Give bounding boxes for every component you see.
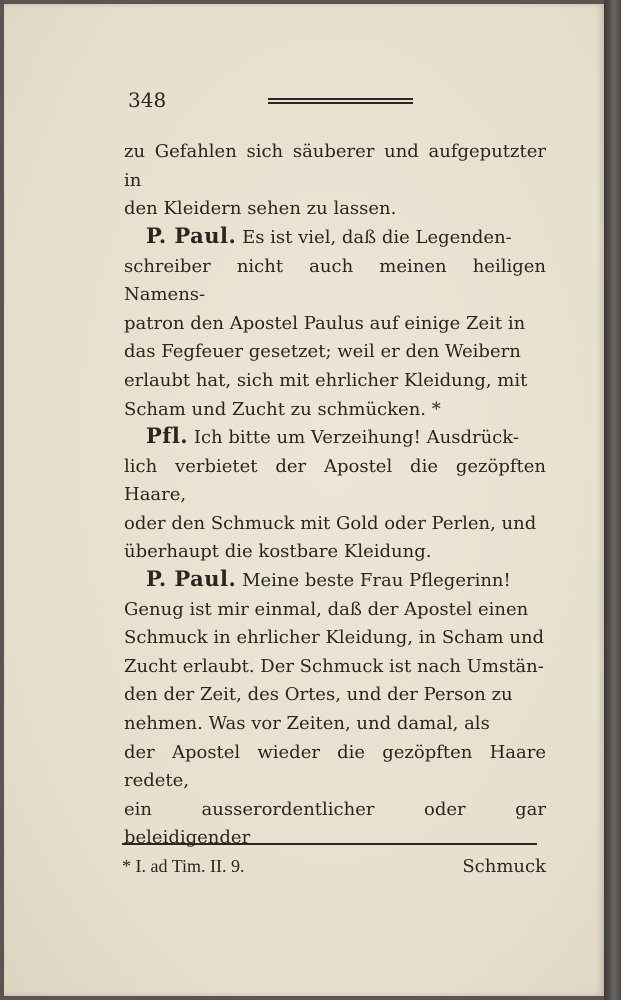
paragraph-3	[124, 422, 546, 567]
text-line: Schmuck in ehrlicher Kleidung, in Scham und	[124, 627, 545, 649]
paragraph-4	[124, 565, 546, 882]
text-line: oder den Schmuck mit Gold oder Perlen, und	[124, 512, 537, 534]
text-line: Scham und Zucht zu schmücken. *	[124, 398, 441, 420]
text-line: ein ausserordentlicher oder gar beleidigender	[124, 798, 546, 849]
book-spine	[604, 0, 621, 1000]
text-line: der Apostel wieder die gezöpften Haare redete,	[124, 741, 546, 792]
speaker-label: P. Paul.	[146, 223, 237, 248]
page-number: 348	[128, 88, 167, 112]
page-header	[128, 88, 548, 118]
footnote-rule	[122, 843, 537, 845]
speaker-label: P. Paul.	[146, 566, 237, 591]
text-line: den der Zeit, des Ortes, und der Person zu	[124, 684, 513, 706]
text-line: erlaubt hat, sich mit ehrlicher Kleidung, mit	[124, 369, 528, 391]
text-line: Zucht erlaubt. Der Schmuck ist nach Umstän-	[124, 655, 544, 677]
text-line: überhaupt die kostbare Kleidung.	[124, 541, 432, 563]
text-line: schreiber nicht auch meinen heiligen Namens-	[124, 255, 546, 306]
text-line: lich verbietet der Apostel die gezöpften Haare,	[124, 455, 546, 506]
text-line: den Kleidern sehen zu lassen.	[124, 198, 397, 220]
header-rule	[268, 98, 413, 104]
text-line: patron den Apostel Paulus auf einige Zeit in	[124, 312, 526, 334]
text-line: das Fegfeuer gesetzet; weil er den Weibern	[124, 341, 521, 363]
text-line: Es ist viel, daß die Legenden-	[242, 227, 512, 248]
paragraph-2	[124, 222, 546, 424]
paragraph-1	[124, 138, 546, 224]
text-line: zu Gefahlen sich säuberer und aufgeputzter in	[124, 141, 546, 191]
catchword: Schmuck	[462, 855, 546, 877]
text-line: Ich bitte um Verzeihung! Ausdrück-	[193, 427, 519, 448]
text-line: Meine beste Frau Pflegerinn!	[242, 570, 511, 591]
speaker-label: Pfl.	[146, 423, 189, 448]
text-line: Genug ist mir einmal, daß der Apostel einen	[124, 598, 529, 620]
footnote: * I. ad Tim. II. 9.	[122, 856, 245, 876]
text-line: nehmen. Was vor Zeiten, und damal, als	[124, 712, 490, 734]
